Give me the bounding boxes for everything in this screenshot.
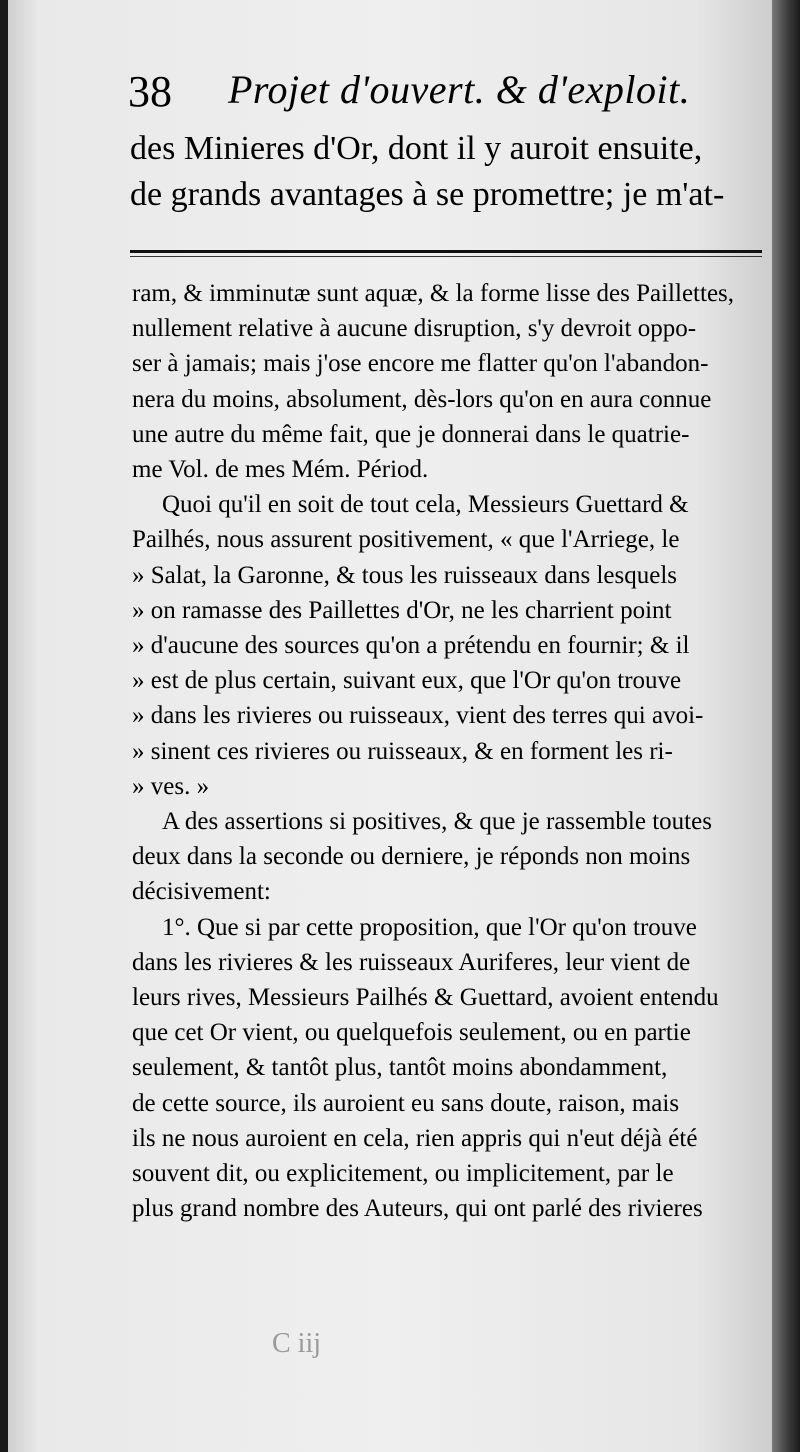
body-text — [132, 276, 772, 1226]
text-line: me Vol. de mes Mém. Périod. — [132, 456, 429, 484]
text-line: deux dans la seconde ou derniere, je réponds non moins — [132, 843, 691, 871]
text-line: leurs rives, Messieurs Pailhés & Guettard, avoient entendu — [132, 984, 719, 1012]
text-line: une autre du même fait, que je donnerai dans le quatrie- — [132, 420, 690, 448]
text-line: Pailhés, nous assurent positivement, « que l'Arriege, le — [132, 526, 680, 554]
text-line: seulement, & tantôt plus, tantôt moins abondamment, — [132, 1054, 668, 1082]
text-line: 1°. Que si par cette proposition, que l'Or qu'on trouve — [162, 913, 697, 941]
separator-rule-thin — [130, 256, 762, 257]
text-line: nera du moins, absolument, dès-lors qu'on en aura connue — [132, 385, 712, 413]
separator-rule — [130, 250, 762, 253]
text-line: plus grand nombre des Auteurs, qui ont parlé des rivieres — [132, 1195, 703, 1223]
page-number: 38 — [128, 67, 172, 116]
signature-mark: C iij — [272, 1328, 322, 1359]
text-line: des Minieres d'Or, dont il y auroit ensuite, — [130, 130, 703, 167]
text-line: que cet Or vient, ou quelquefois seulement, ou en partie — [132, 1019, 691, 1047]
text-line: ram, & imminutæ sunt aquæ, & la forme lisse des Paillettes, — [132, 280, 735, 307]
text-line: souvent dit, ou explicitement, ou implicitement, par le — [132, 1160, 674, 1188]
text-line: de cette source, ils auroient eu sans doute, raison, mais — [132, 1089, 680, 1117]
page-edge-shadow — [772, 0, 800, 1452]
text-line: » d'aucune des sources qu'on a prétendu en fournir; & il — [132, 632, 690, 660]
text-line: » Salat, la Garonne, & tous les ruisseaux dans lesquels — [132, 561, 678, 589]
text-line: » sinent ces rivieres ou ruisseaux, & en forment les ri- — [132, 737, 673, 765]
text-line: dans les rivieres & les ruisseaux Auriferes, leur vient de — [132, 948, 691, 976]
text-line: » ves. » — [132, 772, 210, 800]
text-line: A des assertions si positives, & que je rassemble toutes — [162, 808, 712, 836]
text-line: ils ne nous auroient en cela, rien appris qui n'eut déjà été — [132, 1124, 698, 1152]
text-line: décisivement: — [132, 878, 271, 906]
text-line: » on ramasse des Paillettes d'Or, ne les charrient point — [132, 596, 672, 624]
text-line: » dans les rivieres ou ruisseaux, vient des terres qui avoi- — [132, 702, 704, 730]
text-line: ser à jamais; mais j'ose encore me flatter qu'on l'abandon- — [132, 350, 709, 378]
page-header — [128, 66, 768, 126]
text-line: de grands avantages à se promettre; je m'at- — [130, 176, 725, 213]
text-line: Quoi qu'il en soit de tout cela, Messieurs Guettard & — [162, 491, 689, 519]
carry-over-text — [130, 126, 770, 218]
text-line: nullement relative à aucune disruption, s'y devroit oppo- — [132, 315, 697, 343]
running-head: Projet d'ouvert. & d'exploit. — [228, 67, 691, 112]
text-line: » est de plus certain, suivant eux, que l'Or qu'on trouve — [132, 667, 682, 695]
